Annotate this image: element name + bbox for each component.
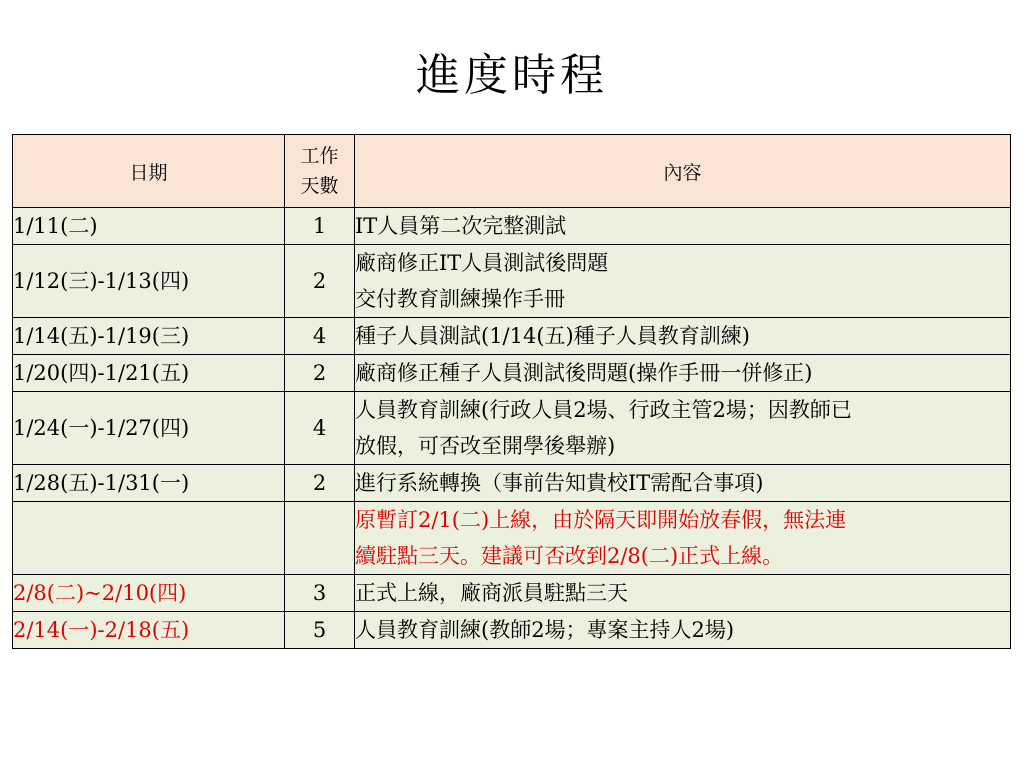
header-date: 日期 <box>13 135 285 208</box>
content-cell <box>355 465 1011 502</box>
slide-title: 進度時程 <box>416 50 608 101</box>
header-work-days <box>285 135 355 208</box>
schedule-table <box>12 134 1011 649</box>
date-cell: 1/11(二) <box>13 208 285 245</box>
table-row <box>13 612 1011 649</box>
content-cell <box>355 502 1011 575</box>
content-cell <box>355 392 1011 465</box>
date-cell: 2/14(一)-2/18(五) <box>13 612 285 649</box>
content-line: 人員教育訓練(行政人員2場、行政主管2場；因教師已 <box>355 398 852 422</box>
date-cell: 1/24(一)-1/27(四) <box>13 392 285 465</box>
work-days-cell: 2 <box>285 355 355 392</box>
date-cell: 1/12(三)-1/13(四) <box>13 245 285 318</box>
header-work-days-line1: 工作 <box>300 145 339 167</box>
content-line: 正式上線，廠商派員駐點三天 <box>355 581 628 605</box>
content-line: 續駐點三天。建議可否改到2/8(二)正式上線。 <box>355 544 784 568</box>
work-days-cell: 5 <box>285 612 355 649</box>
work-days-cell: 3 <box>285 575 355 612</box>
work-days-cell: 2 <box>285 465 355 502</box>
date-cell <box>13 502 285 575</box>
content-cell <box>355 208 1011 245</box>
date-cell: 2/8(二)~2/10(四) <box>13 575 285 612</box>
table-row <box>13 502 1011 575</box>
content-cell <box>355 318 1011 355</box>
table-row <box>13 392 1011 465</box>
work-days-cell: 4 <box>285 318 355 355</box>
table-row <box>13 245 1011 318</box>
schedule-body <box>13 208 1011 649</box>
table-row <box>13 575 1011 612</box>
work-days-cell: 2 <box>285 245 355 318</box>
content-line: 種子人員測試(1/14(五)種子人員教育訓練) <box>355 324 750 348</box>
table-row <box>13 355 1011 392</box>
table-header-row <box>13 135 1011 208</box>
header-content: 內容 <box>355 135 1011 208</box>
table-row <box>13 318 1011 355</box>
content-line: 放假，可否改至開學後舉辦) <box>355 434 616 458</box>
content-cell <box>355 575 1011 612</box>
date-cell: 1/20(四)-1/21(五) <box>13 355 285 392</box>
content-line: 廠商修正種子人員測試後問題(操作手冊一併修正) <box>355 361 813 385</box>
date-cell: 1/28(五)-1/31(一) <box>13 465 285 502</box>
content-line: 交付教育訓練操作手冊 <box>355 287 565 311</box>
table-row <box>13 208 1011 245</box>
header-work-days-line2: 天數 <box>300 175 339 197</box>
content-line: 人員教育訓練(教師2場；專案主持人2場) <box>355 618 735 642</box>
content-line: 原暫訂2/1(二)上線，由於隔天即開始放春假，無法連 <box>355 508 847 532</box>
content-cell <box>355 612 1011 649</box>
table-row <box>13 465 1011 502</box>
content-line: 廠商修正IT人員測試後問題 <box>355 251 609 275</box>
work-days-cell <box>285 502 355 575</box>
content-line: 進行系統轉換（事前告知貴校IT需配合事項) <box>355 471 764 495</box>
content-line: IT人員第二次完整測試 <box>355 214 567 238</box>
content-cell <box>355 355 1011 392</box>
work-days-cell: 1 <box>285 208 355 245</box>
content-cell <box>355 245 1011 318</box>
date-cell: 1/14(五)-1/19(三) <box>13 318 285 355</box>
work-days-cell: 4 <box>285 392 355 465</box>
